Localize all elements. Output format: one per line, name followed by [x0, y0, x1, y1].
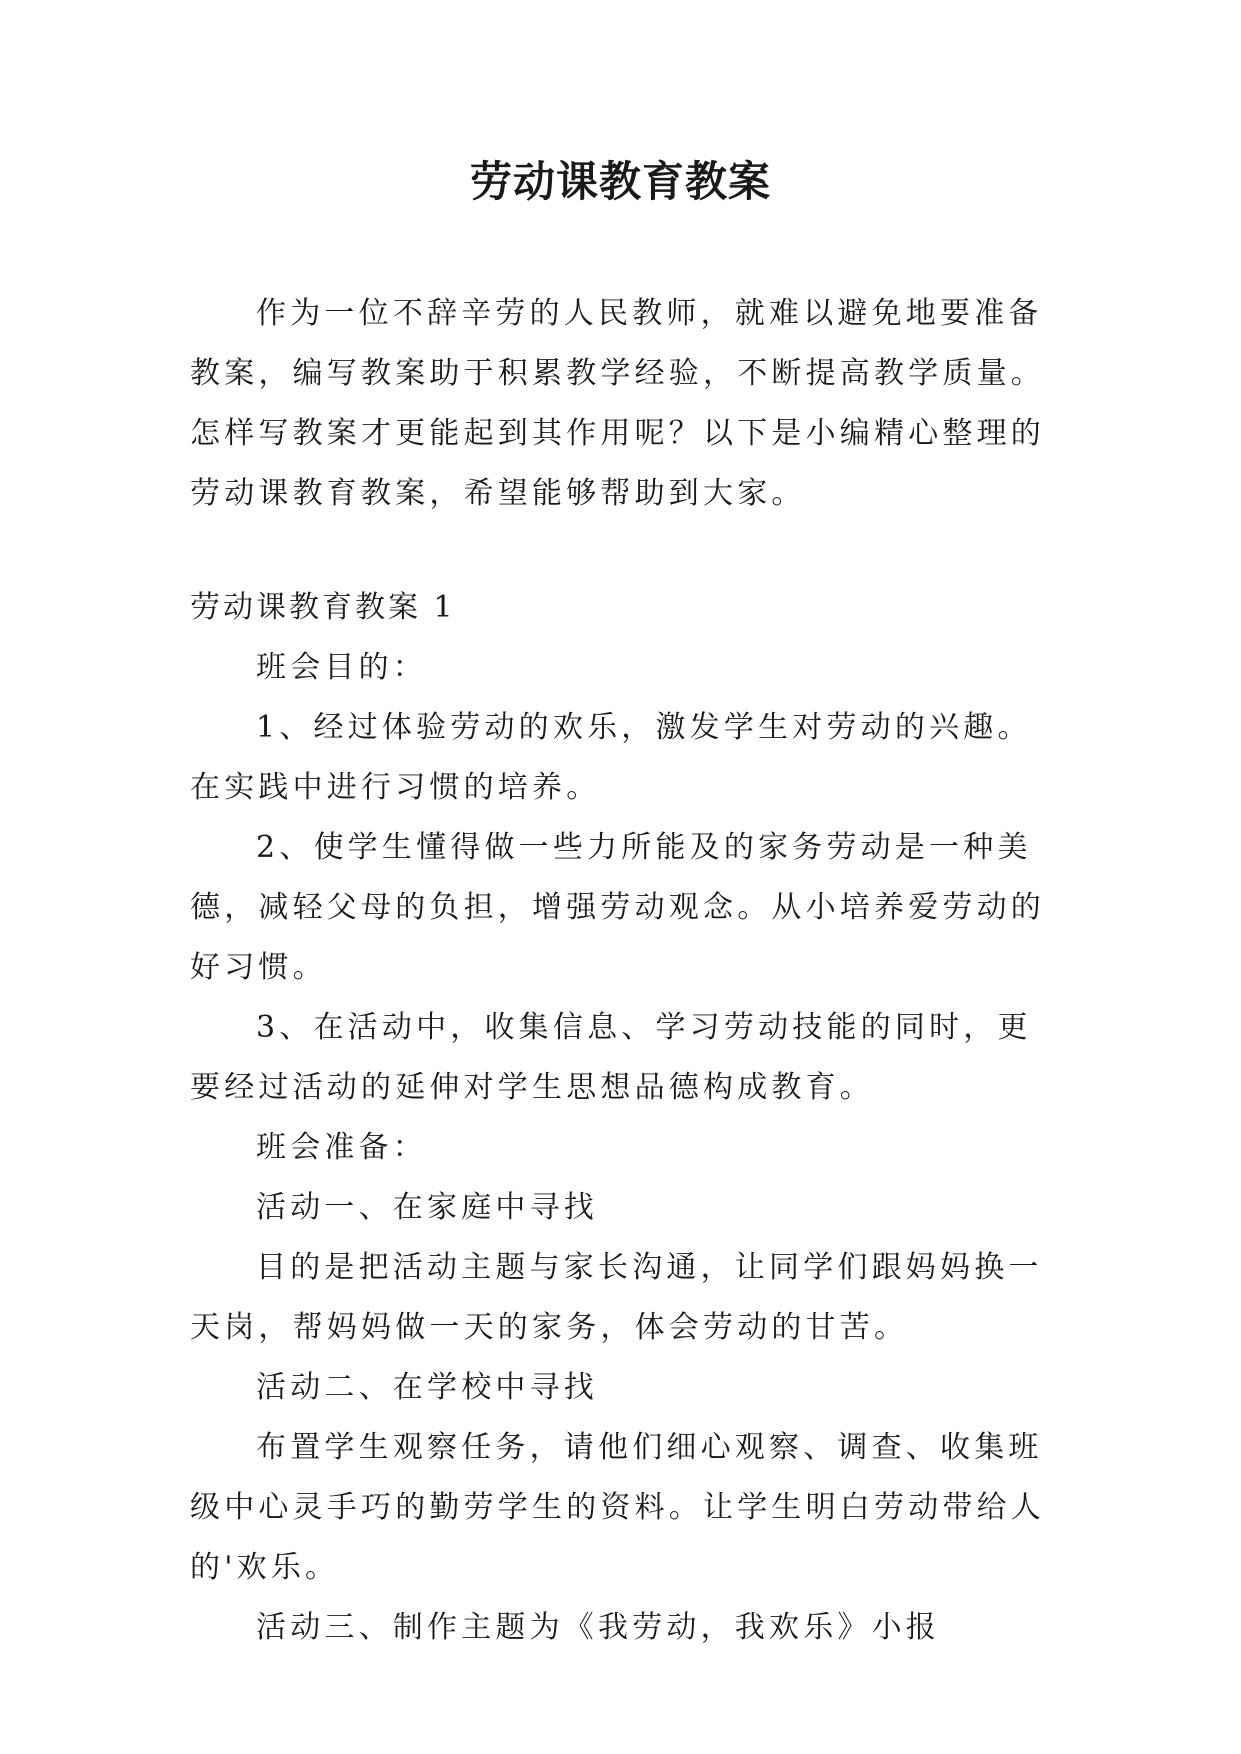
paragraph-goal-heading: 班会目的：: [256, 650, 427, 685]
intro-block: [190, 284, 1050, 524]
intro-paragraph: 作为一位不辞辛劳的人民教师，就难以避免地要准备教案，编写教案助于积累教学经验，不断提高教学质量。怎样写教案才更能起到其作用呢？以下是小编精心整理的劳动课教育教案，希望能够帮助到大家。: [190, 296, 1045, 511]
paragraph-activity-1-text: 目的是把活动主题与家长沟通，让同学们跟妈妈换一天岗，帮妈妈做一天的家务，体会劳动的甘苦。: [190, 1250, 1043, 1345]
paragraph-activity-2-title: 活动二、在学校中寻找: [256, 1370, 598, 1405]
paragraph-activity-2-text: 布置学生观察任务，请他们细心观察、调查、收集班级中心灵手巧的勤劳学生的资料。让学生明白劳动带给人的'欢乐。: [190, 1430, 1045, 1585]
section-block: [190, 578, 1050, 1658]
paragraph-activity-3-title: 活动三、制作主题为《我劳动，我欢乐》小报: [256, 1610, 940, 1645]
paragraph-goal-1: 1、经过体验劳动的欢乐，激发学生对劳动的兴趣。在实践中进行习惯的培养。: [190, 710, 1032, 805]
paragraph-goal-2: 2、使学生懂得做一些力所能及的家务劳动是一种美德，减轻父母的负担，增强劳动观念。从小培养爱劳动的好习惯。: [190, 830, 1045, 985]
paragraph-prep-heading: 班会准备：: [256, 1130, 427, 1165]
paragraph-goal-3: 3、在活动中，收集信息、学习劳动技能的同时，更要经过活动的延伸对学生思想品德构成教育。: [190, 1010, 1032, 1105]
document-title: 劳动课教育教案: [469, 157, 771, 206]
paragraph-activity-1-title: 活动一、在家庭中寻找: [256, 1190, 598, 1225]
section-heading: 劳动课教育教案 1: [190, 590, 456, 625]
